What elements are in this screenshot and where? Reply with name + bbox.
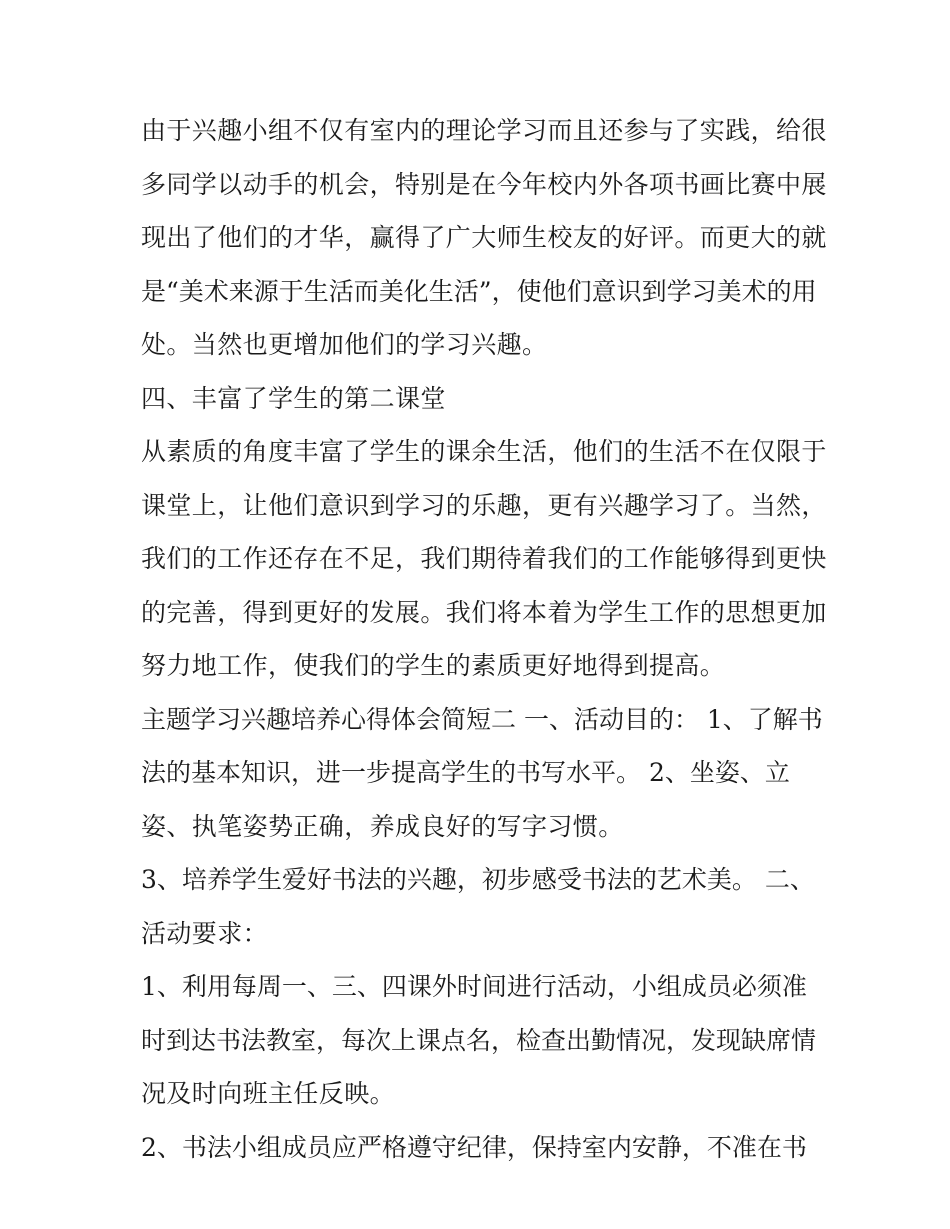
text-line: 现出了他们的才华，赢得了广大师生校友的好评。而更大的就: [141, 223, 827, 252]
text-line: 努力地工作，使我们的学生的素质更好地得到提高。: [141, 651, 726, 680]
text-line: 处。当然也更增加他们的学习兴趣。: [141, 330, 548, 359]
text-line: 2、书法小组成员应严格遵守纪律，保持室内安静，不准在书: [141, 1132, 807, 1162]
text-line: 从素质的角度丰富了学生的课余生活，他们的生活不在仅限于: [141, 437, 827, 466]
text-line: 活动要求：: [141, 918, 269, 948]
text-line: 1、利用每周一、三、四课外时间进行活动，小组成员必须准: [141, 972, 807, 1001]
text-line: 课堂上，让他们意识到学习的乐趣，更有兴趣学习了。当然，: [141, 490, 827, 520]
section-heading: 四、丰富了学生的第二课堂: [141, 383, 446, 413]
text-line: 主题学习兴趣培养心得体会简短二 一、活动目的： 1、了解书: [141, 704, 823, 734]
text-line: 况及时向班主任反映。: [141, 1079, 396, 1108]
document-body: [141, 104, 827, 1174]
text-line: 由于兴趣小组不仅有室内的理论学习而且还参与了实践，给很: [141, 116, 827, 145]
text-line: 3、培养学生爱好书法的兴趣，初步感受书法的艺术美。 二、: [141, 865, 815, 894]
text-line: 我们的工作还存在不足，我们期待着我们的工作能够得到更快: [141, 544, 827, 573]
text-line: 的完善，得到更好的发展。我们将本着为学生工作的思想更加: [141, 597, 827, 627]
text-line: 是“美术来源于生活而美化生活”，使他们意识到学习美术的用: [141, 276, 817, 306]
text-line: 多同学以动手的机会，特别是在今年校内外各项书画比赛中展: [141, 169, 827, 199]
text-line: 法的基本知识，进一步提高学生的书写水平。 2、坐姿、立: [141, 758, 790, 787]
text-line: 姿、执笔姿势正确，养成良好的写字习惯。: [141, 811, 624, 841]
text-line: 时到达书法教室，每次上课点名，检查出勤情况，发现缺席情: [141, 1025, 817, 1055]
